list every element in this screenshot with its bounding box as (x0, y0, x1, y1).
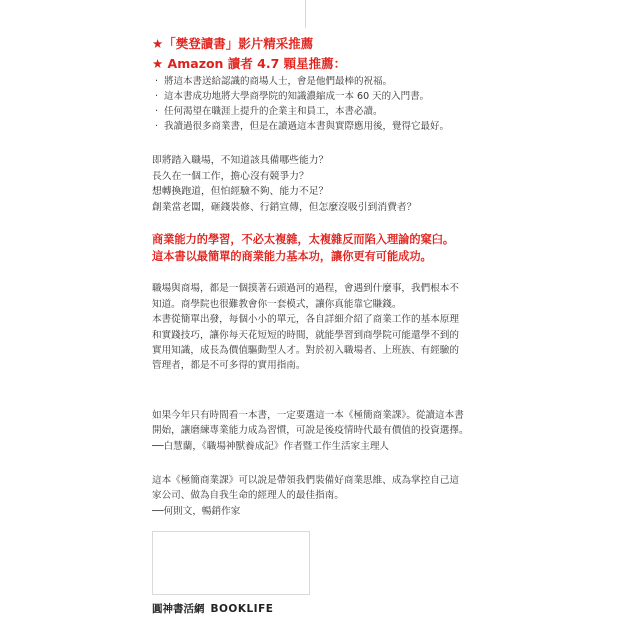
publisher-name: 圓神書活網 (152, 603, 205, 615)
emphasis-block (152, 231, 497, 265)
question-line: 創業當老闆，砸錢裝修、行銷宣傳，但怎麼沒吸引到消費者？ (152, 201, 417, 213)
blank-image-box (152, 531, 310, 595)
list-item: · 將這本書送給認識的商場人士，會是他們最棒的祝福。 (155, 76, 393, 87)
endorsement-author: ──何則文，暢銷作家 (152, 505, 241, 517)
question-line: 想轉換跑道，但怕經驗不夠、能力不足？ (152, 186, 329, 198)
question-line: 即將踏入職場，不知道該具備哪些能力？ (152, 155, 329, 166)
top-divider-line (305, 0, 306, 28)
question-block (152, 153, 497, 215)
publisher-brand (152, 601, 273, 616)
question-line: 長久在一個工作，擔心沒有競爭力？ (152, 170, 309, 182)
fanteng-recommend-heading: ★「樊登讀書」影片精采推薦 (152, 36, 314, 51)
emphasis-line: 這本書以最簡單的商業能力基本功，讓你更有可能成功。 (152, 250, 432, 264)
bullet-dot-icon: · (155, 121, 159, 132)
bullet-dot-icon: · (155, 91, 159, 102)
list-item: · 任何渴望在職涯上提升的企業主和員工，本書必讀。 (155, 106, 383, 117)
endorsement-bai: 如果今年只有時間看一本書，一定要選這一本《極簡商業課》。從讀這本書 開始，讓磨練專業能力成為習慣，可說是後疫情時代最有價值的投資選擇。 ──白慧蘭，《職場神獸養成記》作者暨工作生活家主理人 (152, 408, 497, 454)
description-content (152, 34, 497, 519)
bullet-dot-icon: · (155, 106, 159, 117)
intro-paragraph: 職場與商場，都是一個摸著石頭過河的過程，會遇到什麼事，我們根本不 知道。商學院也很難教會你一套模式，讓你真能靠它賺錢。 (152, 283, 459, 310)
amazon-rating-heading: ★ Amazon 讀者 4.7 顆星推薦： (152, 56, 347, 71)
list-item: · 這本書成功地將大學商學院的知識濃縮成一本 60 天的入門書。 (155, 91, 430, 102)
reader-review-list (152, 74, 497, 134)
detail-paragraph: 本書從簡單出發，每個小小的單元，各自詳細介紹了商業工作的基本原理 和實踐技巧，讓你每天花短短的時間，就能學習到商學院可能還學不到的 實用知識，成長為價值驅動型人才。對於初入職場者、上班族、有經驗的 管理者，都是不可多得的實用指南。 (152, 314, 459, 372)
endorsement-author: ──白慧蘭，《職場神獸養成記》作者暨工作生活家主理人 (152, 440, 390, 452)
bullet-dot-icon: · (155, 76, 159, 87)
list-item: · 我讀過很多商業書，但是在讀過這本書與實際應用後，覺得它最好。 (155, 121, 450, 132)
endorsement-he: 這本《極簡商業課》可以說是帶領我們裝備好商業思維、成為掌控自己這 家公司、做為自我生命的經理人的最佳指南。 ──何則文，暢銷作家 (152, 473, 497, 519)
booklife-logo: BOOKLIFE (210, 603, 274, 615)
emphasis-line: 商業能力的學習，不必太複雜，太複雜反而陷入理論的窠臼。 (152, 233, 455, 247)
